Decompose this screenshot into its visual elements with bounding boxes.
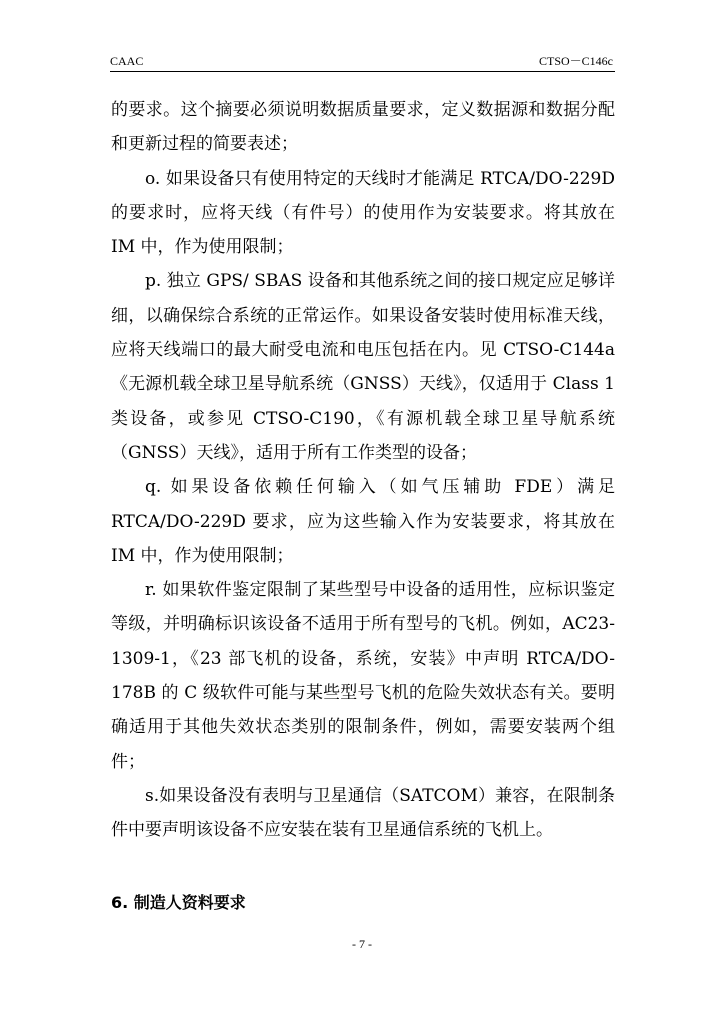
section-heading: 6. 制造人资料要求 — [111, 893, 246, 912]
page-header — [110, 52, 615, 70]
header-divider — [110, 71, 615, 72]
paragraph-item-s: s.如果设备没有表明与卫星通信（SATCOM）兼容，在限制条件中要声明该设备不应安装在装有卫星通信系统的飞机上。 — [111, 785, 615, 841]
paragraph-item-r: r. 如果软件鉴定限制了某些型号中设备的适用性，应标识鉴定等级，并明确标识该设备不适用于所有型号的飞机。例如，AC23-1309-1，《23 部飞机的设备，系统，安装》中声明 RTCA/DO-178B 的 C 级软件可能与某些型号飞机的危险失效状态有关。要明确适用于其他失效状态类别的限制条件，例如，需要安装两个组件； — [111, 580, 615, 772]
paragraph-item-p: p. 独立 GPS/ SBAS 设备和其他系统之间的接口规定应足够详细，以确保综合系统的正常运作。如果设备安装时使用标准天线，应将天线端口的最大耐受电流和电压包括在内。见 CTSO-C144a《无源机载全球卫星导航系统（GNSS）天线》，仅适用于 Class 1 类设备，或参见 CTSO-C190，《有源机载全球卫星导航系统（GNSS）天线》，适用于所有工作类型的设备； — [111, 271, 615, 463]
paragraph-item-o: o. 如果设备只有使用特定的天线时才能满足 RTCA/DO-229D 的要求时，应将天线（有件号）的使用作为安装要求。将其放在 IM 中，作为使用限制； — [111, 168, 615, 258]
header-doc-code: CTSO－C146c — [538, 54, 613, 68]
paragraph-item-q: q. 如果设备依赖任何输入（如气压辅助 FDE）满足 RTCA/DO-229D 要求，应为这些输入作为安装要求，将其放在 IM 中，作为使用限制； — [111, 477, 615, 566]
page-number: - 7 - — [352, 937, 372, 951]
body-text — [111, 93, 615, 848]
header-org-label: CAAC — [110, 54, 144, 68]
paragraph-continuation: 的要求。这个摘要必须说明数据质量要求，定义数据源和数据分配和更新过程的简要表述； — [111, 100, 615, 155]
